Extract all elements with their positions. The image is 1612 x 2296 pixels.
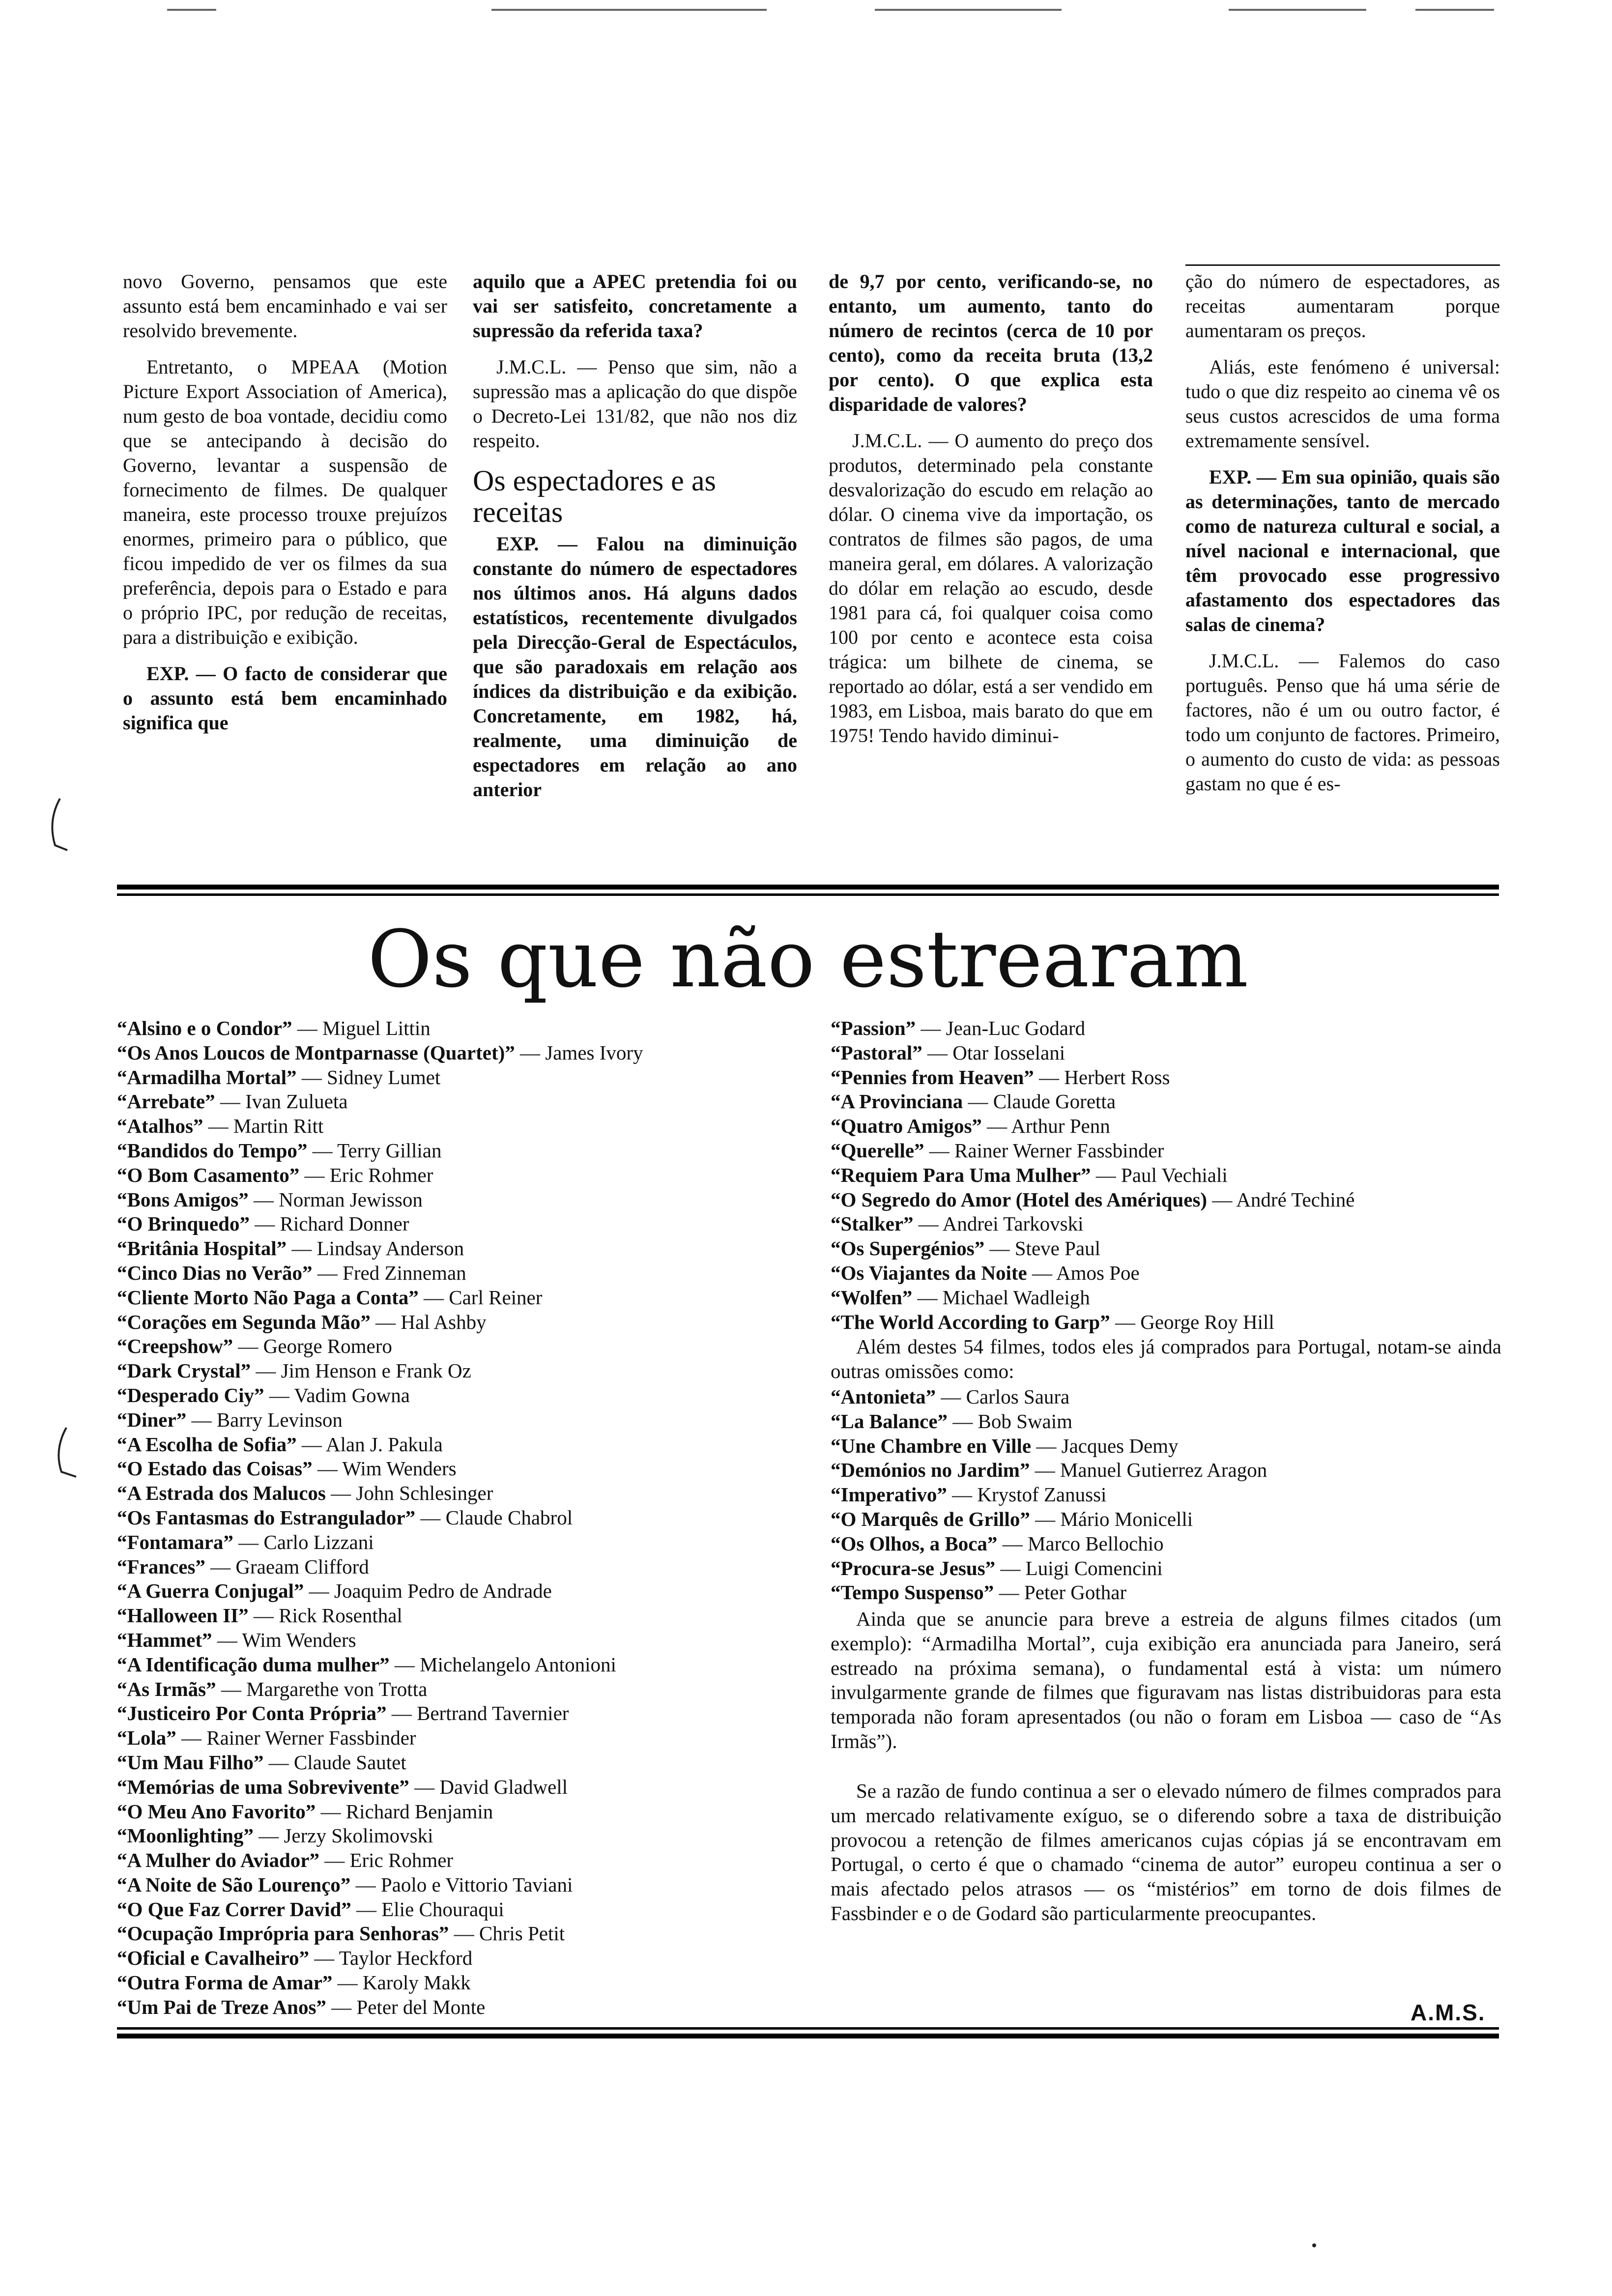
film-entry xyxy=(117,1310,643,1335)
film-title: “A Noite de São Lourenço” xyxy=(117,1873,351,1896)
article-subheading: Os espectadores e as receitas xyxy=(473,464,716,528)
film-title: “Diner” xyxy=(117,1408,187,1431)
film-director: — Chris Petit xyxy=(449,1922,565,1945)
film-title: “Os Supergénios” xyxy=(831,1237,985,1260)
film-title: “Dark Crystal” xyxy=(117,1359,251,1382)
film-title: “O Brinquedo” xyxy=(117,1212,250,1235)
film-director: — Norman Jewisson xyxy=(248,1188,423,1211)
film-entry xyxy=(117,1873,643,1897)
film-title: “La Balance” xyxy=(831,1409,948,1433)
film-director: — Mário Monicelli xyxy=(1030,1507,1193,1530)
film-director: — Manuel Gutierrez Aragon xyxy=(1030,1459,1267,1482)
film-director: — Arthur Penn xyxy=(981,1115,1110,1138)
film-director: — Rainer Werner Fassbinder xyxy=(176,1726,416,1750)
film-director: — Miguel Littin xyxy=(292,1017,431,1039)
column-top-rule xyxy=(1185,264,1500,266)
film-director: — André Techiné xyxy=(1207,1188,1355,1211)
film-title: “Ocupação Imprópria para Senhoras” xyxy=(117,1922,449,1945)
film-entry xyxy=(117,1383,643,1408)
film-entry xyxy=(117,1334,643,1359)
film-director: — Steve Paul xyxy=(984,1237,1100,1260)
film-director: — Hal Ashby xyxy=(370,1310,487,1333)
film-entry xyxy=(831,1139,1354,1163)
film-list-omissions xyxy=(831,1385,1267,1605)
film-director: — Taylor Heckford xyxy=(309,1947,473,1970)
film-director: — Eric Rohmer xyxy=(319,1849,454,1872)
film-director: — Lindsay Anderson xyxy=(287,1237,464,1260)
film-director: — Luigi Comencini xyxy=(995,1556,1163,1579)
article-paragraph: J.M.C.L. — Falemos do caso português. Penso que há uma série de factores, não é um ou outro factor, é todo um conjunto de factores. Primeiro, o aumento do custo de vida: as pessoas gastam no que é es- xyxy=(1185,650,1500,795)
film-director: — Eric Rohmer xyxy=(299,1163,433,1186)
film-director: — Paolo e Vittorio Taviani xyxy=(350,1873,573,1896)
film-title: “Moonlighting” xyxy=(117,1824,254,1847)
film-director: — Karoly Makk xyxy=(332,1971,471,1994)
film-director: — John Schlesinger xyxy=(325,1482,493,1505)
film-title: “Quatro Amigos” xyxy=(831,1115,982,1138)
film-director: — Wim Wenders xyxy=(212,1628,356,1651)
film-title: “A Estrada dos Malucos xyxy=(117,1482,326,1505)
film-entry xyxy=(117,1530,643,1555)
film-entry xyxy=(117,1701,643,1726)
film-title: “Memórias de uma Sobrevivente” xyxy=(117,1775,409,1798)
film-title: “Querelle” xyxy=(831,1139,924,1162)
film-title: “Procura-se Jesus” xyxy=(831,1556,996,1579)
film-title: “Desperado Ciy” xyxy=(117,1383,264,1406)
closing-paragraph-2: Se a razão de fundo continua a ser o elevado número de filmes comprados para um mercado relativamente exíguo, se o diferendo sobre a taxa de distribuição provocou a retenção de filmes americanos cujas cópias já se encontravam em Portugal, o certo é que o chamado “cinema de autor” europeu continua a ser o mais afectado pelos atrasos — os “mistérios” em torno de dois filmes de Fassbinder e o de Godard são particularmente preocupantes. xyxy=(831,1779,1501,1924)
film-entry xyxy=(117,1506,643,1530)
film-entry xyxy=(117,1604,643,1628)
article-paragraph: J.M.C.L. — O aumento do preço dos produtos, determinado pela constante desvalorização do escudo em relação ao dólar. O cinema vive da importação, os contratos de filmes são pagos, de uma maneira geral, em dólares. A valorização do dólar em relação ao escudo, desde 1981 para cá, foi qualquer coisa como 100 por cento e acontece esta coisa trágica: um bilhete de cinema, se reportado ao dólar, está a ser vendido em 1983, em Lisboa, mais barato do que em 1975! Tendo havido diminui- xyxy=(829,430,1153,746)
section-rule-top-thin xyxy=(117,893,1499,896)
film-director: — Alan J. Pakula xyxy=(296,1433,443,1456)
article-column-4 xyxy=(1185,269,1500,808)
omissions-intro: Além destes 54 filmes, todos eles já comprados para Portugal, notam-se ainda outras omissões como: xyxy=(831,1335,1501,1382)
film-title: “Passion” xyxy=(831,1017,916,1039)
film-director: — Graeam Clifford xyxy=(205,1555,369,1578)
film-director: — Joaquim Pedro de Andrade xyxy=(304,1579,552,1603)
film-entry xyxy=(117,1555,643,1579)
film-title: “O Marquês de Grillo” xyxy=(831,1507,1030,1530)
film-title: “Wolfen” xyxy=(831,1286,913,1309)
film-title: “A Mulher do Aviador” xyxy=(117,1849,319,1872)
film-director: — Vadim Gowna xyxy=(264,1383,410,1406)
article-paragraph: novo Governo, pensamos que este assunto está bem encaminhado e vai ser resolvido brevemente. xyxy=(123,270,447,342)
film-entry xyxy=(831,1236,1354,1261)
film-director: — Elie Chouraqui xyxy=(351,1897,504,1921)
section-title: Os que não estrearam xyxy=(367,913,1249,1005)
film-entry xyxy=(831,1065,1354,1090)
film-director: — Wim Wenders xyxy=(312,1457,457,1480)
section-rule-bottom-thin xyxy=(117,2027,1499,2030)
film-director: — Richard Benjamin xyxy=(316,1800,493,1823)
film-director: — Terry Gillian xyxy=(307,1139,442,1162)
film-title: “Bons Amigos” xyxy=(117,1188,249,1211)
film-entry xyxy=(831,1212,1354,1236)
film-director: — Jerzy Skolimovski xyxy=(253,1824,433,1847)
film-entry xyxy=(831,1310,1354,1335)
film-director: — Margarethe von Trotta xyxy=(216,1677,428,1700)
film-director: — Marco Bellochio xyxy=(997,1532,1164,1555)
film-title: “Um Mau Filho” xyxy=(117,1751,264,1774)
film-director: — David Gladwell xyxy=(409,1775,568,1798)
article-column-2 xyxy=(473,269,797,814)
film-entry xyxy=(117,1995,643,2020)
film-title: “Cliente Morto Não Paga a Conta” xyxy=(117,1286,419,1309)
film-title: “Corações em Segunda Mão” xyxy=(117,1310,371,1333)
film-director: — Claude Sautet xyxy=(263,1751,406,1774)
film-entry xyxy=(117,1800,643,1824)
section-rule-bottom-thick xyxy=(117,2034,1499,2038)
margin-bracket-mark xyxy=(40,796,70,860)
film-entry xyxy=(831,1286,1354,1310)
film-entry xyxy=(117,1236,643,1261)
film-director: — Jean-Luc Godard xyxy=(916,1017,1086,1039)
film-director: — Bertrand Tavernier xyxy=(386,1702,569,1725)
top-rule-4 xyxy=(1229,9,1366,11)
film-entry xyxy=(117,1286,643,1310)
film-director: — George Romero xyxy=(233,1335,392,1358)
film-director: — Herbert Ross xyxy=(1034,1065,1170,1089)
film-title: “Imperativo” xyxy=(831,1483,947,1506)
film-title: “Stalker” xyxy=(831,1212,914,1235)
film-title: “Os Anos Loucos de Montparnasse (Quartet)” xyxy=(117,1041,515,1064)
film-entry xyxy=(831,1188,1354,1212)
film-director: — Carlos Saura xyxy=(936,1385,1070,1408)
article-paragraph: ção do número de espectadores, as receitas aumentaram porque aumentaram os preços. xyxy=(1185,270,1500,342)
film-entry xyxy=(117,1775,643,1800)
film-entry xyxy=(831,1090,1354,1114)
film-title: “Um Pai de Treze Anos” xyxy=(117,1995,326,2018)
film-director: — Michelangelo Antonioni xyxy=(389,1653,616,1676)
article-paragraph: EXP. — O facto de considerar que o assunto está bem encaminhado significa que xyxy=(123,662,447,734)
film-entry xyxy=(117,1848,643,1873)
film-title: “Arrebate” xyxy=(117,1090,215,1113)
film-entry xyxy=(117,1824,643,1848)
top-rule-3 xyxy=(875,9,1062,11)
film-director: — Amos Poe xyxy=(1027,1261,1140,1284)
film-title: “Pastoral” xyxy=(831,1041,922,1064)
film-director: — Richard Donner xyxy=(249,1212,409,1235)
film-director: — Jacques Demy xyxy=(1031,1434,1179,1457)
film-director: — Rainer Werner Fassbinder xyxy=(924,1139,1164,1162)
film-entry xyxy=(117,1408,643,1433)
film-director: — Fred Zinneman xyxy=(312,1261,466,1284)
film-title: “Os Fantasmas do Estrangulador” xyxy=(117,1506,416,1529)
top-rule-2 xyxy=(491,9,767,11)
film-entry xyxy=(831,1458,1267,1483)
film-title: “Bandidos do Tempo” xyxy=(117,1139,308,1162)
film-title: “A Identificação duma mulher” xyxy=(117,1653,390,1676)
film-director: — Bob Swaim xyxy=(948,1409,1073,1433)
film-entry xyxy=(117,1114,643,1139)
film-entry xyxy=(831,1261,1354,1286)
film-director: — Andrei Tarkovski xyxy=(913,1212,1084,1235)
closing-paragraph-1: Ainda que se anuncie para breve a estreia de alguns filmes citados (um exemplo): “Armadilha Mortal”, cuja exibição era anunciada para Janeiro, será estreado na próxima semana), o fundamental está à vista: um número invulgarmente grande de filmes que figuravam nas listas distribuidoras para esta temporada não foram apresentados (ou não o foram em Lisboa — caso de “As Irmãs”). xyxy=(831,1607,1501,1752)
film-title: “Demónios no Jardim” xyxy=(831,1459,1030,1482)
film-entry xyxy=(117,1041,643,1065)
film-entry xyxy=(831,1114,1354,1139)
top-rule-5 xyxy=(1415,9,1494,11)
film-entry xyxy=(831,1434,1267,1459)
film-entry xyxy=(831,1041,1354,1065)
top-rule-1 xyxy=(167,9,216,11)
film-list-left xyxy=(117,1016,643,2020)
film-director: — George Roy Hill xyxy=(1110,1310,1274,1333)
film-title: “The World According to Garp” xyxy=(831,1310,1110,1333)
film-list-right xyxy=(831,1016,1354,1334)
film-title: “O Estado das Coisas” xyxy=(117,1457,313,1480)
film-entry xyxy=(831,1016,1354,1041)
film-title: “Frances” xyxy=(117,1555,205,1578)
film-title: “Antonieta” xyxy=(831,1385,936,1408)
film-entry xyxy=(831,1532,1267,1556)
film-title: “Requiem Para Uma Mulher” xyxy=(831,1163,1091,1186)
article-paragraph: aquilo que a APEC pretendia foi ou vai ser satisfeito, concretamente a supressão da referida taxa? xyxy=(473,270,797,342)
film-director: — Martin Ritt xyxy=(203,1115,324,1138)
film-title: “Fontamara” xyxy=(117,1530,233,1553)
film-title: “Os Olhos, a Boca” xyxy=(831,1532,998,1555)
film-title: “Alsino e o Condor” xyxy=(117,1017,292,1039)
film-entry xyxy=(831,1385,1267,1409)
film-title: “Creepshow” xyxy=(117,1335,233,1358)
film-title: “Os Viajantes da Noite xyxy=(831,1261,1027,1284)
film-director: — Rick Rosenthal xyxy=(248,1604,403,1627)
article-paragraph: EXP. — Em sua opinião, quais são as determinações, tanto de mercado como de natureza cultural e social, a nível nacional e internacional, que têm provocado esse progressivo afastamento dos espectadores das salas de cinema? xyxy=(1185,466,1500,635)
film-director: — Barry Levinson xyxy=(186,1408,343,1431)
film-title: “Outra Forma de Amar” xyxy=(117,1971,333,1994)
film-entry xyxy=(117,1946,643,1971)
article-column-3 xyxy=(829,269,1153,760)
film-director: — Michael Wadleigh xyxy=(912,1286,1090,1309)
film-entry xyxy=(117,1897,643,1922)
film-title: “O Meu Ano Favorito” xyxy=(117,1800,316,1823)
article-paragraph: Aliás, este fenómeno é universal: tudo o que diz respeito ao cinema vê os seus custos acrescidos de uma forma extremamente sensível. xyxy=(1185,356,1500,452)
article-paragraph: Entretanto, o MPEAA (Motion Picture Export Association of America), num gesto de boa vontade, decidiu como que se antecipando à decisão do Governo, levantar a suspensão de fornecimento de filmes. De qualquer maneira, este processo trouxe prejuízos enormes, primeiro para o público, que ficou impedido de ver os filmes da sua preferência, depois para o Estado e para o próprio IPC, por redução de receitas, para a distribuição e exibição. xyxy=(123,356,447,648)
film-entry xyxy=(831,1409,1267,1434)
film-entry xyxy=(117,1579,643,1604)
film-title: “Britânia Hospital” xyxy=(117,1237,287,1260)
film-director: — Krystof Zanussi xyxy=(947,1483,1107,1506)
film-entry xyxy=(117,1653,643,1677)
film-entry xyxy=(117,1457,643,1481)
film-director: — Peter Gothar xyxy=(994,1581,1127,1604)
film-title: “Tempo Suspenso” xyxy=(831,1581,994,1604)
film-entry xyxy=(117,1359,643,1383)
film-entry xyxy=(117,1139,643,1163)
margin-bracket-mark xyxy=(49,1425,79,1489)
film-entry xyxy=(831,1580,1267,1605)
ink-dot xyxy=(1312,2243,1316,2247)
film-entry xyxy=(117,1751,643,1775)
film-director: — Paul Vechiali xyxy=(1091,1163,1228,1186)
article-paragraph: J.M.C.L. — Penso que sim, não a supressão mas a aplicação do que dispõe o Decreto-Lei 131/82, que não nos diz respeito. xyxy=(473,356,797,452)
film-entry xyxy=(117,1433,643,1457)
film-director: — Sidney Lumet xyxy=(296,1065,441,1089)
film-director: — Ivan Zulueta xyxy=(215,1090,348,1113)
film-entry xyxy=(117,1188,643,1212)
film-title: “Armadilha Mortal” xyxy=(117,1065,297,1089)
film-title: “Hammet” xyxy=(117,1628,212,1651)
film-entry xyxy=(831,1507,1267,1532)
film-title: “As Irmãs” xyxy=(117,1677,216,1700)
section-rule-top-thick xyxy=(117,885,1499,890)
film-director: — Peter del Monte xyxy=(326,1995,486,2018)
film-entry xyxy=(117,1922,643,1946)
article-paragraph: de 9,7 por cento, verificando-se, no entanto, um aumento, tanto do número de recintos (cerca de 10 por cento), como da receita bruta (13,2 por cento). O que explica esta disparidade de valores? xyxy=(829,270,1153,415)
film-entry xyxy=(831,1556,1267,1581)
film-director: — James Ivory xyxy=(515,1041,643,1064)
film-title: “Pennies from Heaven” xyxy=(831,1065,1034,1089)
author-signature: A.M.S. xyxy=(1410,2000,1486,2025)
film-title: “O Que Faz Correr David” xyxy=(117,1897,351,1921)
film-entry xyxy=(117,1677,643,1702)
film-title: “O Bom Casamento” xyxy=(117,1163,300,1186)
film-entry xyxy=(831,1163,1354,1188)
film-director: — Carl Reiner xyxy=(418,1286,543,1309)
film-title: “A Escolha de Sofia” xyxy=(117,1433,297,1456)
film-director: — Jim Henson e Frank Oz xyxy=(251,1359,471,1382)
film-entry xyxy=(117,1163,643,1188)
film-entry xyxy=(117,1212,643,1236)
film-title: “Halloween II” xyxy=(117,1604,249,1627)
film-entry xyxy=(117,1971,643,1995)
film-director: — Claude Goretta xyxy=(963,1090,1116,1113)
article-paragraph: EXP. — Falou na diminuição constante do número de espectadores nos últimos anos. Há alguns dados estatísticos, recentemente divulgados pela Direcção-Geral de Espectáculos, que são paradoxais em relação aos índices da distribuição e da exibição. Concretamente, em 1982, há, realmente, uma diminuição de espectadores em relação ao ano anterior xyxy=(473,533,797,801)
film-title: “Justiceiro Por Conta Própria” xyxy=(117,1702,387,1725)
film-director: — Claude Chabrol xyxy=(415,1506,573,1529)
film-entry xyxy=(117,1628,643,1653)
film-entry xyxy=(117,1261,643,1286)
film-entry xyxy=(117,1065,643,1090)
film-title: “Lola” xyxy=(117,1726,176,1750)
film-director: — Carlo Lizzani xyxy=(233,1530,374,1553)
film-entry xyxy=(117,1016,643,1041)
film-entry xyxy=(117,1090,643,1114)
film-title: “A Guerra Conjugal” xyxy=(117,1579,304,1603)
film-director: — Otar Iosselani xyxy=(922,1041,1065,1064)
film-entry xyxy=(831,1483,1267,1507)
film-entry xyxy=(117,1481,643,1506)
film-title: “A Provinciana xyxy=(831,1090,963,1113)
film-entry xyxy=(117,1726,643,1751)
film-title: “O Segredo do Amor (Hotel des Amériques) xyxy=(831,1188,1208,1211)
film-title: “Oficial e Cavalheiro” xyxy=(117,1947,309,1970)
film-title: “Cinco Dias no Verão” xyxy=(117,1261,313,1284)
article-column-1 xyxy=(123,269,447,747)
film-title: “Une Chambre en Ville xyxy=(831,1434,1032,1457)
film-title: “Atalhos” xyxy=(117,1115,203,1138)
